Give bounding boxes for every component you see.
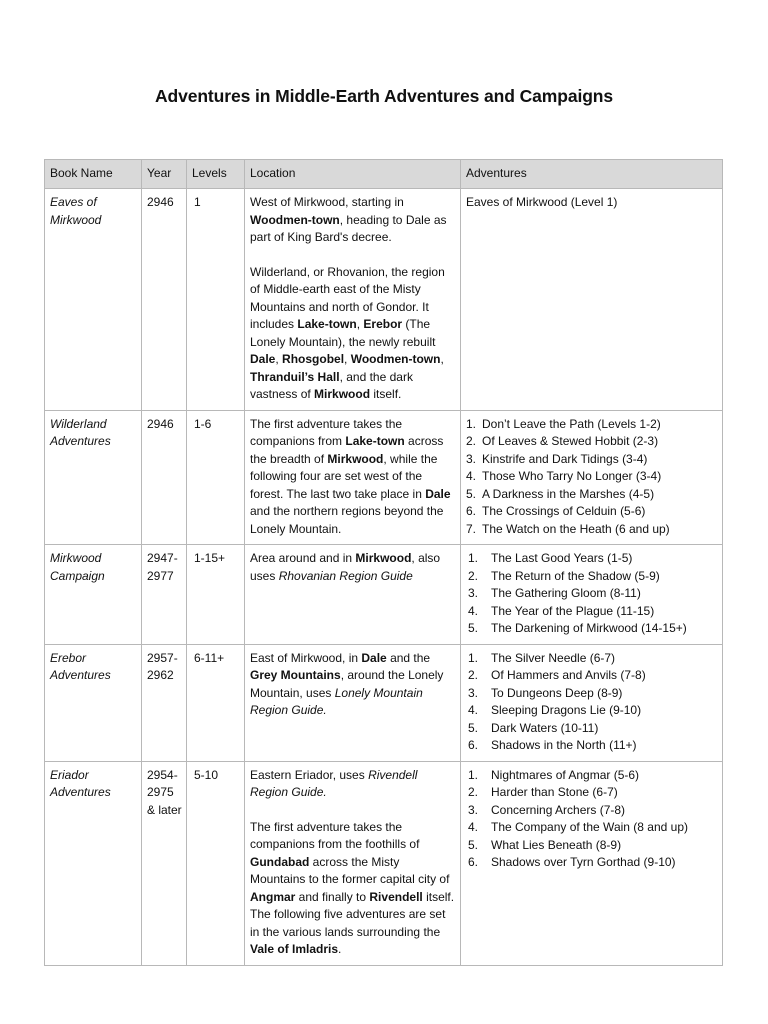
location-text: (The Lonely Mountain), the newly rebuilt <box>250 317 436 349</box>
location-cell <box>245 761 461 965</box>
list-number: 7. <box>466 521 477 536</box>
book-name-cell <box>45 189 142 411</box>
place-name: Dale <box>425 486 451 501</box>
adventure-title: Dark Waters (10-11) <box>491 720 599 735</box>
adventures-cell <box>461 410 723 545</box>
location-text: itself. <box>370 387 402 401</box>
table-body <box>45 189 723 966</box>
header-book-name: Book Name <box>45 160 142 189</box>
adventure-title: Shadows in the North (11+) <box>491 738 637 752</box>
list-number: 5. <box>466 486 477 501</box>
adventure-title: Nightmares of Angmar (5-6) <box>491 767 640 782</box>
book-name: Mirkwood Campaign <box>50 551 105 583</box>
list-item <box>466 603 718 621</box>
adventure-list <box>466 416 718 539</box>
year-text: 2957- <box>147 650 178 665</box>
location-text: . <box>338 942 342 956</box>
location-text: West of Mirkwood, starting in <box>250 195 404 209</box>
place-name: Woodmen-town <box>250 212 340 227</box>
book-name-cell <box>45 761 142 965</box>
list-item <box>466 433 718 451</box>
location-cell <box>245 545 461 645</box>
list-number: 4. <box>468 820 479 834</box>
place-name: Angmar <box>250 889 296 904</box>
year-text: & later <box>147 802 182 817</box>
table-row <box>45 189 723 411</box>
year-cell <box>142 189 187 411</box>
location-text: , <box>356 317 364 331</box>
location-text: and finally to <box>295 889 370 904</box>
list-item <box>466 685 718 703</box>
list-item <box>466 819 718 837</box>
adventure-title: The Year of the Plague (11-15) <box>491 603 655 618</box>
location-text: Wilderland, or Rhovanion, the region of Middle-earth east of the Misty Mountains and north of Gondor. It includes <box>250 264 445 331</box>
year-text: 2946 <box>147 195 174 209</box>
location-text: and the northern regions beyond the Lonely Mountain. <box>250 504 444 536</box>
year-text: 2947- <box>147 551 178 565</box>
place-name: Woodmen-town <box>350 352 441 366</box>
list-number: 3. <box>468 586 479 600</box>
book-name-cell <box>45 410 142 545</box>
place-name: Erebor <box>363 317 403 331</box>
list-item <box>466 802 718 820</box>
list-item <box>466 767 718 785</box>
adventure-title: Shadows over Tyrn Gorthad (9-10) <box>491 855 676 869</box>
header-year: Year <box>142 160 187 189</box>
list-item <box>466 720 718 738</box>
year-cell <box>142 410 187 545</box>
adventures-table <box>44 159 723 966</box>
location-cell <box>245 644 461 761</box>
list-number: 5. <box>468 837 479 852</box>
list-item <box>466 737 718 755</box>
list-number: 3. <box>466 451 477 466</box>
list-number: 4. <box>468 703 479 717</box>
location-cell <box>245 410 461 545</box>
location-text: . <box>323 785 327 799</box>
year-cell <box>142 761 187 965</box>
adventure-title: The Gathering Gloom (8-11) <box>491 586 641 600</box>
list-item <box>466 550 718 568</box>
adventure-title: The Return of the Shadow (5-9) <box>491 568 660 583</box>
location-paragraph <box>250 194 456 247</box>
location-text: , also uses <box>250 551 441 583</box>
list-number: 2. <box>468 785 479 799</box>
list-item <box>466 784 718 802</box>
place-name: Vale of Imladris <box>250 942 339 956</box>
location-paragraph <box>250 264 456 404</box>
header-location: Location <box>245 160 461 189</box>
list-item <box>466 650 718 668</box>
adventure-list <box>466 650 718 755</box>
list-number: 1. <box>468 551 479 565</box>
list-item <box>466 568 718 586</box>
list-number: 5. <box>468 621 479 635</box>
location-text: , heading to Dale as part of King Bard's decree. <box>250 212 447 244</box>
adventure-title: Harder than Stone (6-7) <box>491 785 618 799</box>
year-text: 2946 <box>147 416 174 431</box>
location-paragraph <box>250 416 456 539</box>
list-number: 5. <box>468 720 479 735</box>
location-text: Lonely Mountain Region Guide <box>250 685 423 717</box>
list-item <box>466 468 718 486</box>
levels-cell: 1-15+ <box>187 545 245 645</box>
levels-cell: 6-11+ <box>187 644 245 761</box>
list-number: 1. <box>466 416 477 431</box>
location-text: across the breadth of <box>250 434 444 466</box>
table-row <box>45 410 723 545</box>
place-name: Mirkwood <box>314 387 371 401</box>
list-item <box>466 451 718 469</box>
adventure-title: Eaves of Mirkwood (Level 1) <box>466 195 618 209</box>
location-text: , around the Lonely Mountain, uses <box>250 668 444 700</box>
location-text: Area around and in <box>250 551 356 565</box>
location-paragraph <box>250 819 456 959</box>
book-name: Eriador Adventures <box>50 767 111 799</box>
table-row <box>45 761 723 965</box>
list-number: 1. <box>468 650 479 665</box>
book-name: Erebor Adventures <box>50 650 111 682</box>
adventure-title: A Darkness in the Marshes (4-5) <box>482 486 655 501</box>
adventure-title: The Darkening of Mirkwood (14-15+) <box>491 621 687 635</box>
adventure-list <box>466 767 718 872</box>
place-name: Rivendell <box>369 889 423 904</box>
location-text: itself. The following five adventures are set in the various lands surrounding the <box>250 889 455 939</box>
place-name: Mirkwood <box>327 451 384 466</box>
place-name: Dale <box>361 650 387 665</box>
table-header-row <box>45 160 723 189</box>
adventure-list <box>466 550 718 638</box>
adventure-title: Concerning Archers (7-8) <box>491 802 626 817</box>
list-number: 6. <box>468 738 479 752</box>
location-text: Rivendell Region Guide <box>250 767 418 799</box>
location-text: , <box>344 352 351 366</box>
location-text: The first adventure takes the companions from <box>250 416 403 448</box>
list-number: 6. <box>466 504 477 518</box>
year-text: 2954- <box>147 767 178 782</box>
place-name: Lake-town <box>297 317 357 331</box>
adventure-title: The Crossings of Celduin (5-6) <box>482 504 646 518</box>
location-text: Rhovanian Region Guide <box>278 568 413 583</box>
list-number: 2. <box>466 434 477 448</box>
adventure-title: What Lies Beneath (8-9) <box>491 837 622 852</box>
table-row <box>45 545 723 645</box>
levels-cell: 5-10 <box>187 761 245 965</box>
location-text: , <box>275 352 283 366</box>
book-name-cell <box>45 644 142 761</box>
year-text: 2962 <box>147 668 174 682</box>
adventures-cell <box>461 189 723 411</box>
book-name-cell <box>45 545 142 645</box>
list-number: 1. <box>468 767 479 782</box>
location-text: . <box>323 703 327 717</box>
year-cell <box>142 545 187 645</box>
year-cell <box>142 644 187 761</box>
list-item <box>466 486 718 504</box>
adventures-cell <box>461 644 723 761</box>
adventure-title: The Silver Needle (6-7) <box>491 650 616 665</box>
location-text: , and the dark vastness of <box>250 369 413 401</box>
place-name: Mirkwood <box>355 551 412 565</box>
book-name: Wilderland Adventures <box>50 416 111 448</box>
place-name: Gundabad <box>250 854 310 869</box>
place-name: Thranduil’s Hall <box>250 369 340 384</box>
year-text: 2975 <box>147 785 174 799</box>
adventure-title: Sleeping Dragons Lie (9-10) <box>491 703 642 717</box>
location-text: Eastern Eriador, uses <box>250 767 369 782</box>
location-text: across the Misty Mountains to the former capital city of <box>250 854 450 886</box>
list-item <box>466 585 718 603</box>
location-text: and the <box>386 650 431 665</box>
adventure-title: Don’t Leave the Path (Levels 1-2) <box>482 416 661 431</box>
list-item <box>466 416 718 434</box>
adventure-title: To Dungeons Deep (8-9) <box>491 685 623 700</box>
place-name: Dale <box>250 352 276 366</box>
adventure-title: Of Hammers and Anvils (7-8) <box>491 668 646 682</box>
list-number: 6. <box>468 855 479 869</box>
list-item <box>466 854 718 872</box>
list-number: 4. <box>466 469 477 483</box>
header-adventures: Adventures <box>461 160 723 189</box>
adventure-title: The Watch on the Heath (6 and up) <box>482 521 670 536</box>
list-number: 2. <box>468 568 479 583</box>
list-number: 3. <box>468 685 479 700</box>
location-text: , <box>440 352 444 366</box>
levels-cell: 1 <box>187 189 245 411</box>
location-paragraph <box>250 650 456 720</box>
adventure-title: Those Who Tarry No Longer (3-4) <box>482 469 662 483</box>
adventure-title: The Last Good Years (1-5) <box>491 551 633 565</box>
adventure-title: The Company of the Wain (8 and up) <box>491 820 688 834</box>
table-row <box>45 644 723 761</box>
list-number: 3. <box>468 802 479 817</box>
list-item <box>466 837 718 855</box>
location-paragraph <box>250 550 456 585</box>
place-name: Rhosgobel <box>282 352 345 366</box>
list-number: 2. <box>468 668 479 682</box>
place-name: Grey Mountains <box>250 668 341 682</box>
list-item <box>466 620 718 638</box>
location-cell <box>245 189 461 411</box>
location-paragraph <box>250 767 456 802</box>
location-text: East of Mirkwood, in <box>250 650 362 665</box>
list-number: 4. <box>468 603 479 618</box>
list-item <box>466 702 718 720</box>
adventures-cell <box>461 761 723 965</box>
header-levels: Levels <box>187 160 245 189</box>
list-item <box>466 667 718 685</box>
location-text: The first adventure takes the companions from the foothills of <box>250 819 420 851</box>
adventures-cell <box>461 545 723 645</box>
book-name: Eaves of Mirkwood <box>50 195 102 227</box>
list-item <box>466 503 718 521</box>
list-item <box>466 521 718 539</box>
levels-cell: 1-6 <box>187 410 245 545</box>
page-title: Adventures in Middle-Earth Adventures and Campaigns <box>154 86 614 106</box>
adventure-title: Kinstrife and Dark Tidings (3-4) <box>482 451 648 466</box>
location-text: , while the following four are set west of the forest. The last two take place in <box>250 451 438 501</box>
place-name: Lake-town <box>345 434 405 448</box>
year-text: 2977 <box>147 568 174 583</box>
adventure-title: Of Leaves & Stewed Hobbit (2-3) <box>482 434 659 448</box>
